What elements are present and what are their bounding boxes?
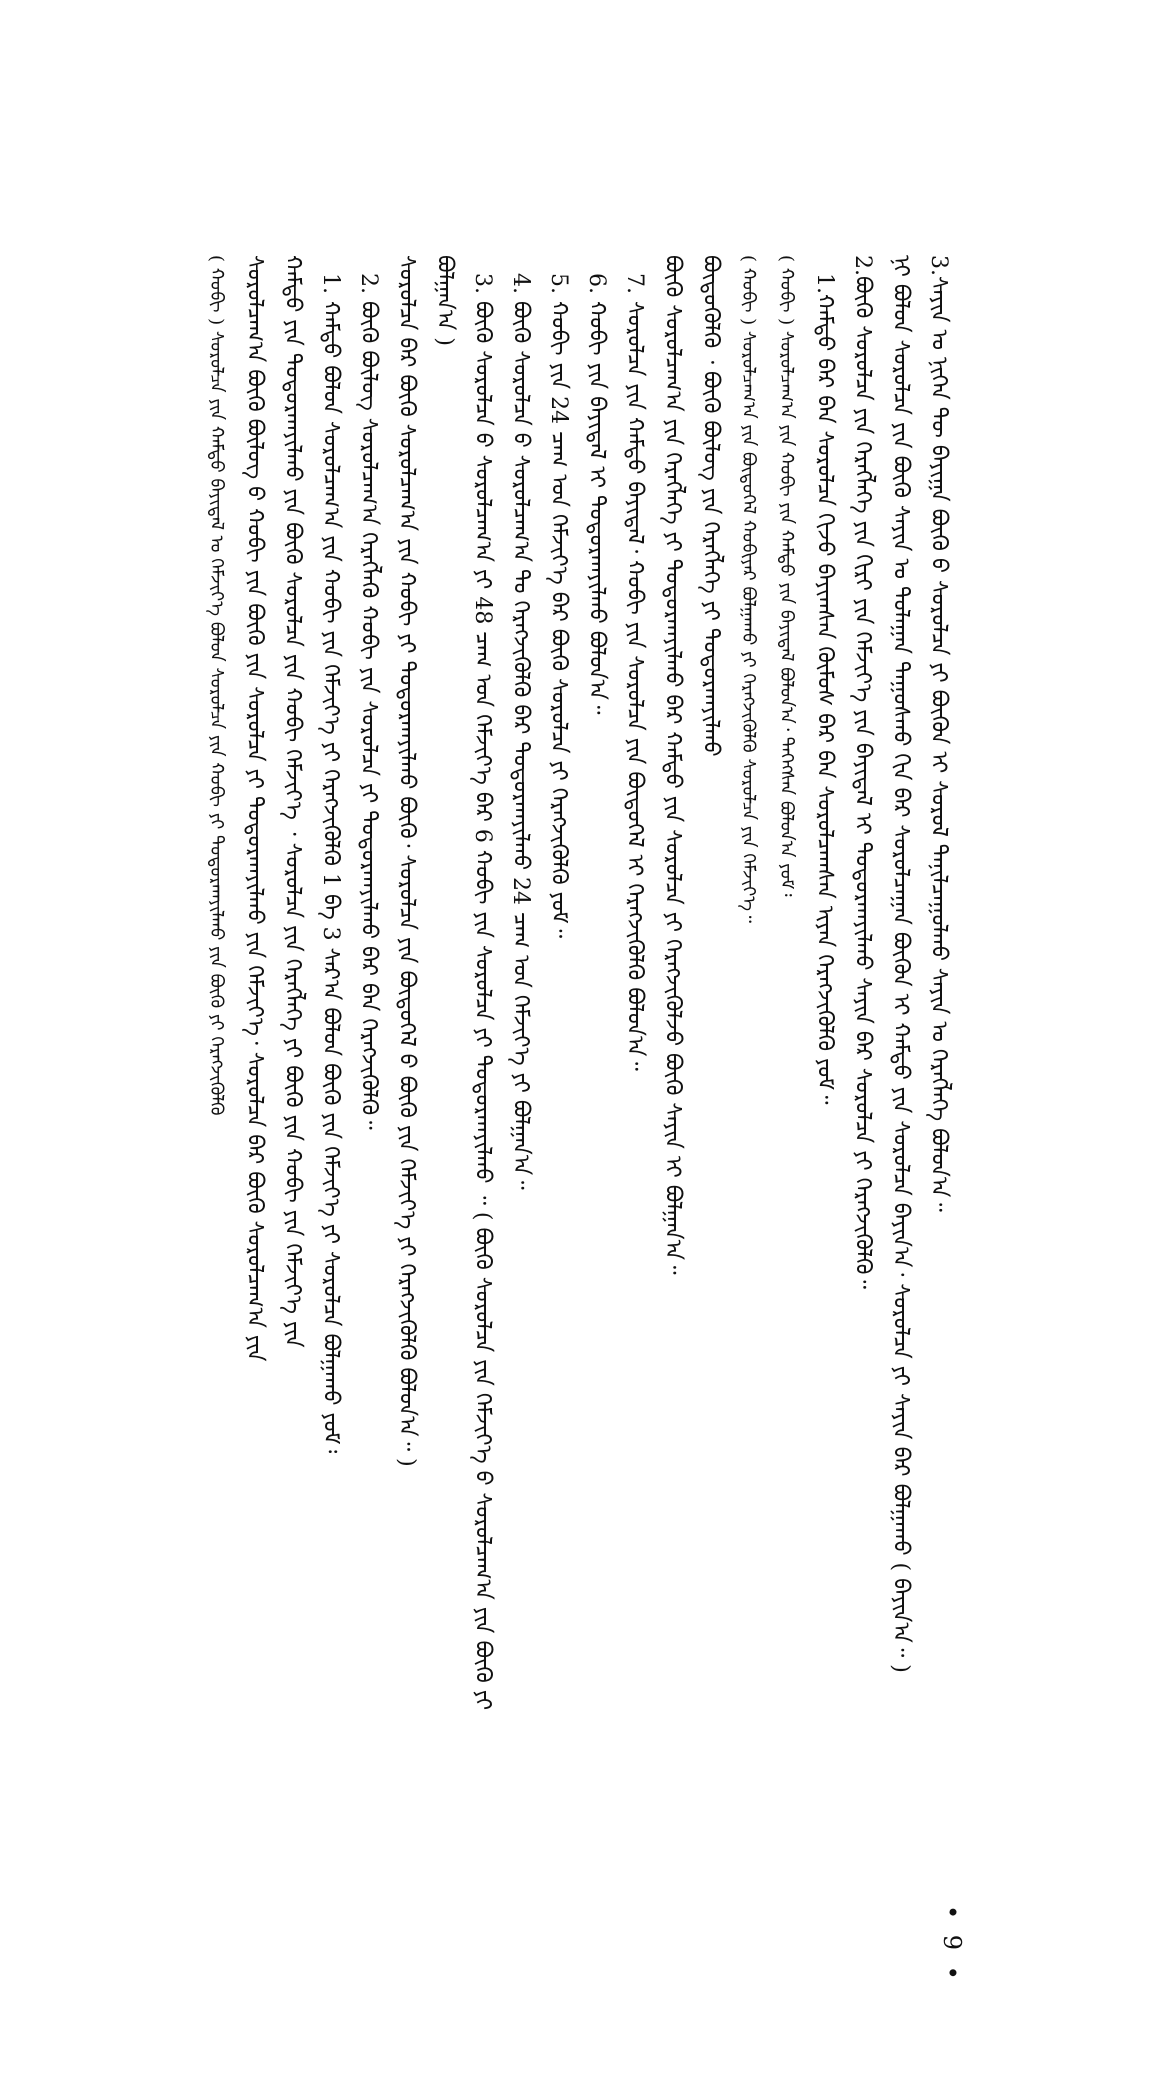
text-line: ( ᠬᠤᠪᠢ ) ᠰᠤᠷᠤᠯᠴᠠᠭ᠎ᠠ ᠶᠢᠨ ᠬᠤᠪᠢ ᠶᠢᠨ ᠬᠠᠮᠲᠤ ᠶᠢᠨ ᠪᠠᠶᠢᠳᠠᠯ ᠪᠤᠯᠤᠨ᠎ᠠ᠂ ᠲᠡᠭᠡᠭᠰᠡᠨ ᠪᠤᠯᠤᠨ᠎ᠠ ᠶᠤᠮ᠄ [776, 255, 797, 897]
text-line: ( ᠬᠤᠪᠢ ) ᠰᠤᠷᠤᠯᠴᠠᠭ᠎ᠠ ᠶᠢᠨ ᠪᠦᠲᠦᠭᠡᠯ ᠬᠤᠪᠢᠶᠠᠷ ᠪᠤᠯᠭᠠᠬᠤ ᠶᠢ ᠬᠡᠷᠡᠭᠵᠢᠭᠦᠯᠬᠦ ᠰᠤᠷᠤᠯᠴᠠ ᠶᠢᠨ ᠬᠡᠮᠵᠢᠶ᠎ᠡ᠃ [738, 255, 759, 923]
text-line: 1.ᠬᠠᠮᠲᠤ ᠪᠠᠷ ᠪᠡᠨ ᠰᠤᠷᠤᠯᠴᠠ ᠬᠢᠵᠦ ᠪᠠᠶᠢᠭᠰᠠᠨ ᠬᠦᠮᠦᠰ ᠪᠠᠷ ᠪᠡᠨ ᠰᠤᠷᠤᠯᠴᠠᠭᠰᠠᠨ ᠢᠶᠡᠨ ᠬᠡᠷᠡᠭᠵᠢᠭᠦᠯᠬᠦ ᠶᠤᠮ᠃ [812, 273, 837, 1105]
page-number: • 9 • [938, 1905, 966, 1984]
text-line: 2. ᠪᠦᠬᠦ ᠪᠦᠯᠦᠭ ᠰᠤᠷᠤᠯᠴᠠᠭ᠎ᠠ ᠬᠡᠷᠡᠭᠯᠡᠬᠦ ᠬᠤᠪᠢ ᠶᠢᠨ ᠰᠤᠷᠤᠯᠴᠠ ᠶᠢ ᠲᠣᠳᠣᠷᠬᠠᠶᠢᠯᠬᠤ ᠪᠠᠷ ᠪᠡᠨ ᠬᠡᠷᠡᠭᠵᠢᠭᠦᠯᠬᠦ᠃ [356, 273, 381, 1130]
text-line: 7. ᠰᠤᠷᠤᠯᠴᠠ ᠶᠢᠨ ᠬᠠᠮᠲᠤ ᠪᠠᠶᠢᠳᠠᠯ᠂ ᠬᠤᠪᠢ ᠶᠢᠨ ᠰᠤᠷᠤᠯᠴᠠ ᠶᠢᠨ ᠪᠦᠲᠦᠭᠡᠯ ᠢ ᠬᠡᠷᠡᠭᠵᠢᠭᠦᠯᠬᠦ ᠪᠤᠯᠤᠨ᠎ᠠ᠃ [622, 273, 647, 1071]
text-line: 6. ᠬᠤᠪᠢ ᠶᠢᠨ ᠪᠠᠶᠢᠳᠠᠯ ᠢ ᠲᠣᠳᠣᠷᠬᠠᠶᠢᠯᠬᠤ ᠪᠤᠯᠤᠨ᠎ᠠ᠃ [584, 273, 609, 715]
text-line: ᠪᠦᠬᠦ ᠰᠤᠷᠤᠯᠴᠠᠭ᠎ᠠ ᠶᠢᠨ ᠬᠡᠷᠡᠭᠯᠡᠭᠡ ᠶᠢ ᠲᠣᠳᠣᠷᠬᠠᠶᠢᠯᠬᠤ ᠪᠡᠷ ᠬᠠᠮᠲᠤ ᠶᠢᠨ ᠰᠤᠷᠤᠯᠴᠠ ᠶᠢ ᠬᠡᠷᠡᠭᠵᠢᠭᠦᠯᠵᠦ ᠪᠦᠬᠦ ᠰᠠᠶᠢᠨ ᠢ ᠪᠤᠯᠭᠠᠨ᠎ᠠ᠃ [660, 255, 685, 1275]
text-line: ᠰᠤᠷᠤᠯᠴᠠᠭ᠎ᠠ ᠪᠦᠬᠦ ᠪᠦᠯᠦᠭ ᠪ ᠬᠤᠪᠢ ᠶᠢᠨ ᠪᠦᠬᠦ ᠶᠢᠨ ᠰᠤᠷᠤᠯᠴᠠ ᠶᠢ ᠲᠣᠳᠣᠷᠬᠠᠶᠢᠯᠬᠤ ᠶᠢᠨ ᠬᠡᠮᠵᠢᠶ᠎ᠡ᠂ ᠰᠤᠷᠤᠯᠴᠠ ᠪᠠᠷ ᠪᠦᠬᠦ ᠰᠤᠷᠤᠯᠴᠠᠭ᠎ᠠ ᠶᠢᠨ [242, 255, 267, 1362]
text-line: 5. ᠬᠤᠪᠢ ᠶᠢᠨ 24 ᠴᠠᠭ ᠤᠨ ᠬᠡᠮᠵᠢᠶ᠎ᠡ ᠪᠡᠷ ᠪᠦᠬᠦ ᠰᠤᠷᠤᠯᠴᠠ ᠶᠢ ᠬᠡᠷᠡᠭᠵᠢᠭᠦᠯᠬᠦ ᠶᠤᠮ᠃ [546, 273, 571, 939]
text-line: ᠰᠤᠷᠤᠯᠴᠠ ᠪᠠᠷ ᠪᠦᠬᠦ ᠰᠤᠷᠤᠯᠴᠠᠭ᠎ᠠ ᠶᠢᠨ ᠬᠤᠪᠢ ᠶᠢ ᠲᠣᠳᠣᠷᠬᠠᠶᠢᠯᠬᠤ ᠪᠦᠬᠦ᠂ ᠰᠤᠷᠤᠯᠴᠠ ᠶᠢᠨ ᠪᠦᠲᠦᠭᠡᠯ ᠪ ᠪᠦᠬᠦ ᠶᠢᠨ ᠬᠡᠮᠵᠢᠶ᠎ᠡ ᠶᠢ ᠬᠡᠷᠡᠭᠵᠢᠭᠦᠯᠬᠦ ᠪᠤᠯᠤᠨ᠎ᠠ᠃ ) [394, 255, 419, 1467]
text-line: ᠪᠤᠯᠭᠠᠨ᠎ᠠ ) [432, 255, 457, 346]
text-line: ᠪᠦᠳᠦᠭᠦᠯᠬᠦ ᠂ ᠪᠦᠬᠦ ᠪᠦᠯᠦᠭ ᠶᠢᠨ ᠬᠡᠷᠡᠭᠯᠡᠭᠡ ᠶᠢ ᠲᠣᠳᠣᠷᠬᠠᠶᠢᠯᠬᠤ [698, 255, 723, 757]
text-line: 2.ᠪᠦᠬᠦ ᠰᠤᠷᠤᠯᠴᠠ ᠶᠢᠨ ᠬᠡᠷᠡᠭᠯᠡᠭᠡ ᠶᠢᠨ ᠬᠢᠷᠢ ᠶᠢᠨ ᠬᠡᠮᠵᠢᠶ᠎ᠡ ᠶᠢᠨ ᠪᠠᠶᠢᠳᠠᠯ ᠢ ᠲᠣᠳᠣᠷᠬᠠᠶᠢᠯᠬᠤ ᠰᠠᠶᠢᠨ ᠪᠡᠷ ᠰᠤᠷᠤᠯᠴᠠ ᠶᠢ ᠬᠡᠷᠡᠭᠵᠢᠭᠦᠯᠬᠦ᠃ [850, 255, 875, 1289]
text-line: ᠬᠠᠮᠲᠤ ᠶᠢᠨ ᠲᠣᠳᠣᠷᠬᠠᠶᠢᠯᠬᠤ ᠶᠢᠨ ᠪᠦᠬᠦ ᠰᠤᠷᠤᠯᠴᠠ ᠶᠢᠨ ᠬᠤᠪᠢ ᠬᠡᠮᠵᠢᠶ᠎ᠡ ᠂ ᠰᠤᠷᠤᠯᠴᠠ ᠶᠢᠨ ᠬᠡᠷᠡᠭᠯᠡᠭᠡ ᠶᠢ ᠪᠦᠬᠦ ᠶᠢᠨ ᠬᠤᠪᠢ ᠶᠢᠨ ᠬᠡᠮᠵᠢᠶ᠎ᠡ ᠶᠢᠨ [280, 255, 305, 1348]
text-line: 3.ᠰᠠᠶᠢᠨ ᠤ ᠨᠢᠭᠡᠨ ᠲᠦ ᠪᠠᠶᠢᠭᠠ ᠪᠦᠬᠦ ᠪ ᠰᠤᠷᠤᠯᠴᠠ ᠶᠢ ᠪᠦᠬᠦᠨ ᠢ ᠰᠤᠷᠤᠯ ᠲᠠᠨᠢᠯᠴᠠᠭᠤᠯᠬᠤ ᠰᠠᠶᠢᠨ ᠤ ᠬᠡᠷᠡᠭᠯᠡᠭᠡ ᠪᠤᠯᠤᠨ᠎ᠠ᠃ [926, 255, 951, 1212]
text-line: ᠨᠢ ᠪᠤᠯᠤᠨ ᠰᠤᠷᠤᠯᠴᠠ ᠶᠢᠨ ᠪᠦᠬᠦ ᠰᠠᠶᠢᠨ ᠤ ᠲᠤᠯᠠᠭᠠᠨ ᠳᠠᠭᠤᠰᠬᠤ ᠬᠢᠨ ᠪᠡᠷ ᠰᠤᠷᠤᠯᠴᠠᠭᠠᠨ ᠪᠦᠬᠦᠨ ᠢ ᠬᠠᠮᠲᠤ ᠶᠢᠨ ᠰᠤᠷᠤᠯᠴᠠ ᠪᠠᠶᠢᠨ᠎ᠠ᠂ ᠰᠤᠷᠤᠯᠴᠠ ᠶᠢ ᠰᠠᠶᠢᠨ ᠪᠡᠷ ᠪᠤᠯᠭᠠᠬᠤ ( ᠪᠠᠶᠢᠨ᠎ᠠ᠃ ) [888, 255, 913, 1673]
text-line: 3. ᠪᠦᠬᠦ ᠰᠤᠷᠤᠯᠴᠠ ᠪ ᠰᠤᠷᠤᠯᠴᠠᠭ᠎ᠠ ᠶᠢ 48 ᠴᠠᠭ ᠤᠨ ᠬᠡᠮᠵᠢᠶ᠎ᠡ ᠪᠡᠷ 6 ᠬᠤᠪᠢ ᠶᠢᠨ ᠰᠤᠷᠤᠯᠴᠠ ᠶᠢ ᠲᠣᠳᠣᠷᠬᠠᠶᠢᠯᠬᠤ ᠃ ( ᠪᠦᠬᠦ ᠰᠤᠷᠤᠯᠴᠠ ᠶᠢᠨ ᠬᠡᠮᠵᠢᠶ᠎ᠡ ᠪ ᠰᠤᠷᠤᠯᠴᠠᠭ᠎ᠠ ᠶᠢᠨ ᠪᠦᠬᠦ ᠶᠢ [470, 273, 495, 1711]
text-line: ( ᠬᠤᠪᠢ ) ᠰᠤᠷᠤᠯᠴᠠ ᠶᠢᠨ ᠬᠠᠮᠲᠤ ᠪᠠᠶᠢᠳᠠᠯ ᠤ ᠬᠡᠮᠵᠢᠶ᠎ᠡ ᠪᠤᠯᠤᠨ ᠰᠤᠷᠤᠯᠴᠠ ᠶᠢᠨ ᠬᠤᠪᠢ ᠶᠢ ᠲᠣᠳᠣᠷᠬᠠᠶᠢᠯᠬᠤ ᠶᠢᠨ ᠪᠦᠬᠦ ᠶᠢ ᠬᠡᠷᠡᠭᠵᠢᠭᠦᠯᠬᠦ [206, 255, 227, 1116]
body-text [195, 255, 955, 1955]
text-line: 1. ᠬᠠᠮᠲᠤ ᠪᠤᠯᠤᠨ ᠰᠤᠷᠤᠯᠴᠠᠭ᠎ᠠ ᠶᠢᠨ ᠬᠤᠪᠢ ᠶᠢᠨ ᠬᠡᠮᠵᠢᠶ᠎ᠡ ᠶᠢ ᠬᠡᠷᠡᠭᠵᠢᠭᠦᠯᠬᠦ 1 ᠪᠠ 3 ᠰᠠᠷ᠎ᠠ ᠪᠤᠯᠤᠨ ᠪᠦᠬᠦ ᠶᠢᠨ ᠬᠡᠮᠵᠢᠶ᠎ᠡ ᠶᠢ ᠰᠤᠷᠤᠯᠴᠠ ᠪᠤᠯᠭᠠᠬᠤ ᠶᠤᠮ᠄ [318, 273, 343, 1454]
text-line: 4. ᠪᠦᠬᠦ ᠰᠤᠷᠤᠯᠴᠠ ᠪ ᠰᠤᠷᠤᠯᠴᠠᠭ᠎ᠠ ᠲᠤ ᠬᠡᠷᠡᠭᠵᠢᠭᠦᠯᠬᠦ ᠪᠠᠷ ᠲᠣᠳᠣᠷᠬᠠᠶᠢᠯᠬᠤ 24 ᠴᠠᠭ ᠤᠨ ᠬᠡᠮᠵᠢᠶ᠎ᠡ ᠶᠢ ᠪᠤᠯᠭᠠᠨ᠎ᠠ᠃ [508, 273, 533, 1190]
